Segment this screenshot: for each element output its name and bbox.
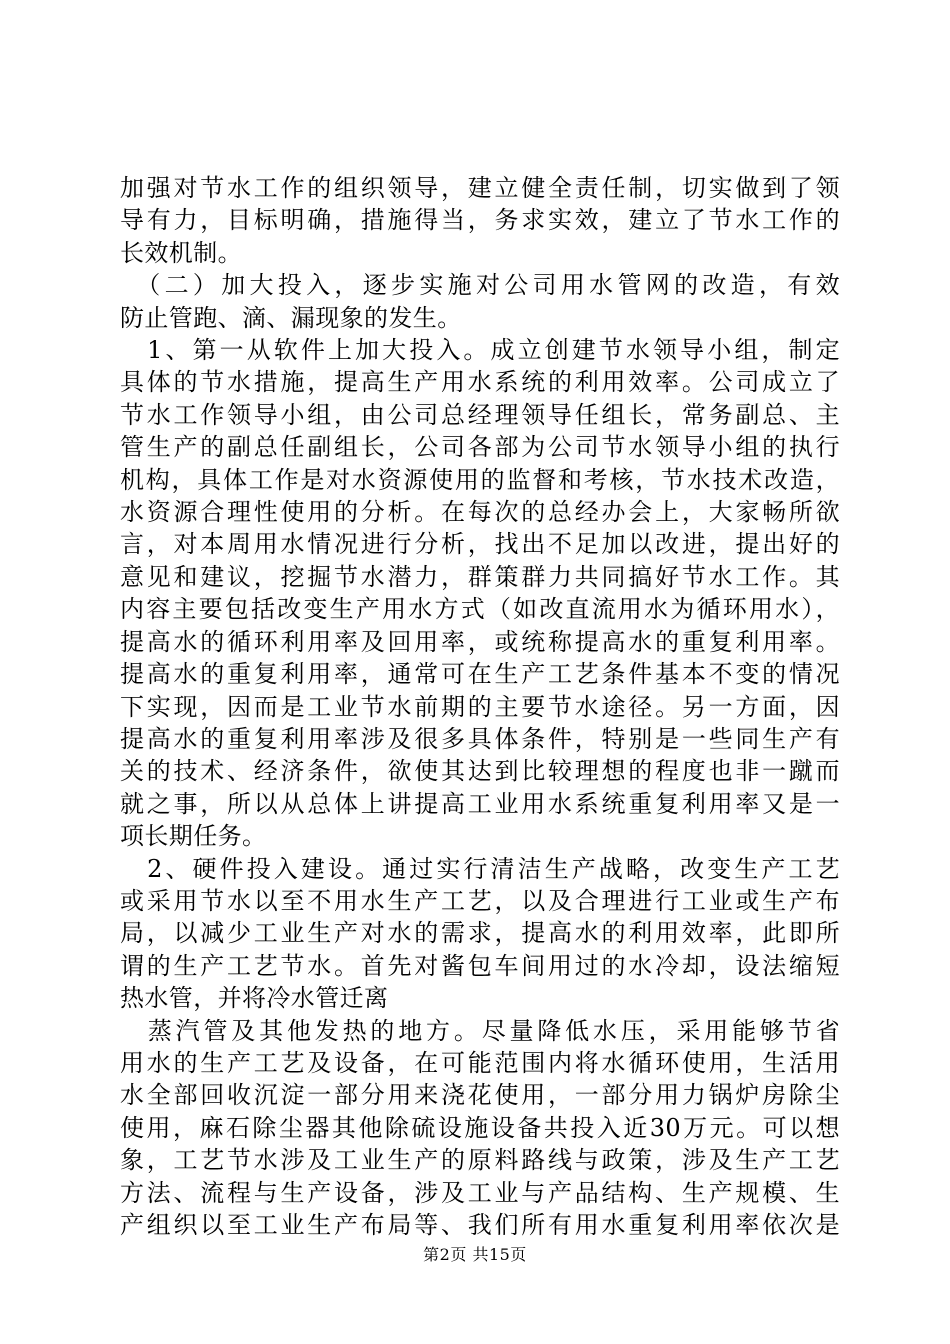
text-line: 导有力，目标明确，措施得当，务求实效，建立了节水工作的 bbox=[120, 206, 840, 235]
text-line: 具体的节水措施，提高生产用水系统的利用效率。公司成立了 bbox=[120, 368, 840, 397]
page-indicator: 第2页 共15页 bbox=[423, 1245, 527, 1264]
text-line: 节水工作领导小组，由公司总经理领导任组长，常务副总、主 bbox=[120, 400, 840, 429]
text-line: 水全部回收沉淀一部分用来浇花使用，一部分用力锅炉房除尘 bbox=[120, 1081, 840, 1110]
text-line: 使用，麻石除尘器其他除硫设施设备共投入近30万元。可以想 bbox=[120, 1113, 840, 1142]
text-line: 谓的生产工艺节水。首先对酱包车间用过的水冷却，设法缩短 bbox=[120, 951, 840, 980]
text-line: 管生产的副总任副组长，公司各部为公司节水领导小组的执行 bbox=[120, 433, 840, 462]
text-line: 1、第一从软件上加大投入。成立创建节水领导小组，制定 bbox=[120, 336, 840, 365]
text-line: 下实现，因而是工业节水前期的主要节水途径。另一方面，因 bbox=[120, 692, 840, 721]
text-line: 关的技术、经济条件，欲使其达到比较理想的程度也非一蹴而 bbox=[120, 757, 840, 786]
text-line: 防止管跑、滴、漏现象的发生。 bbox=[120, 303, 462, 332]
text-line: 意见和建议，挖掘节水潜力，群策群力共同搞好节水工作。其 bbox=[120, 562, 840, 591]
text-line: 提高水的重复利用率涉及很多具体条件，特别是一些同生产有 bbox=[120, 724, 840, 753]
text-line: 就之事，所以从总体上讲提高工业用水系统重复利用率又是一 bbox=[120, 789, 840, 818]
text-line: 言，对本周用水情况进行分析，找出不足加以改进，提出好的 bbox=[120, 530, 840, 559]
text-line: 2、硬件投入建设。通过实行清洁生产战略，改变生产工艺 bbox=[120, 854, 840, 883]
text-line: 内容主要包括改变生产用水方式（如改直流用水为循环用水）， bbox=[120, 595, 840, 624]
text-line: 机构，具体工作是对水资源使用的监督和考核，节水技术改造， bbox=[120, 465, 840, 494]
page-footer bbox=[0, 1245, 950, 1265]
text-line: 热水管，并将冷水管迁离 bbox=[120, 984, 389, 1013]
text-line: 产组织以至工业生产布局等、我们所有用水重复利用率依次是 bbox=[120, 1211, 840, 1239]
document-body bbox=[120, 172, 840, 1241]
text-line: 方法、流程与生产设备，涉及工业与产品结构、生产规模、生 bbox=[120, 1178, 840, 1207]
text-line: 或采用节水以至不用水生产工艺，以及合理进行工业或生产布 bbox=[120, 886, 840, 915]
text-line: 提高水的重复利用率，通常可在生产工艺条件基本不变的情况 bbox=[120, 660, 840, 689]
text-line: （二）加大投入，逐步实施对公司用水管网的改造，有效 bbox=[120, 271, 840, 300]
text-line: 蒸汽管及其他发热的地方。尽量降低水压，采用能够节省 bbox=[120, 1016, 840, 1045]
text-line: 长效机制。 bbox=[120, 238, 242, 267]
text-line: 象，工艺节水涉及工业生产的原料路线与政策，涉及生产工艺 bbox=[120, 1146, 840, 1175]
text-line: 加强对节水工作的组织领导，建立健全责任制，切实做到了领 bbox=[120, 174, 840, 202]
text-line: 提高水的循环利用率及回用率，或统称提高水的重复利用率。 bbox=[120, 627, 840, 656]
text-line: 用水的生产工艺及设备，在可能范围内将水循环使用，生活用 bbox=[120, 1048, 840, 1077]
text-line: 项长期任务。 bbox=[120, 822, 267, 851]
text-line: 局，以减少工业生产对水的需求，提高水的利用效率，此即所 bbox=[120, 919, 840, 948]
text-line: 水资源合理性使用的分析。在每次的总经办会上，大家畅所欲 bbox=[120, 498, 840, 527]
